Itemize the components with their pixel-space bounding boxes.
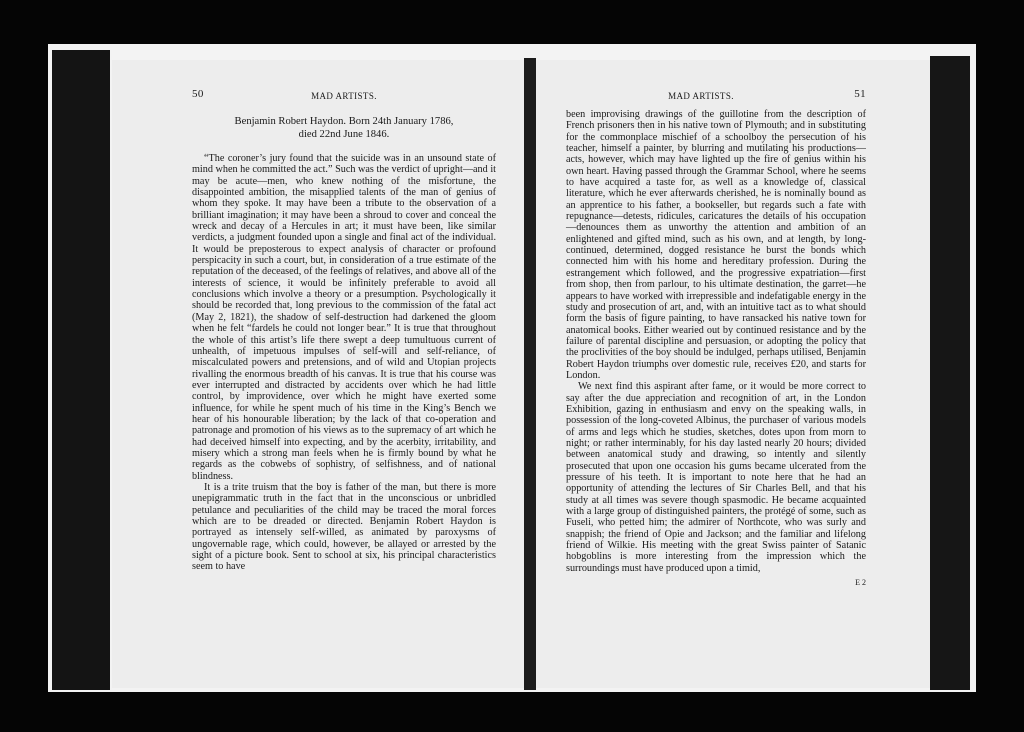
right-page xyxy=(536,60,930,688)
title-line-2: died 22nd June 1846. xyxy=(298,129,390,140)
right-paragraph-1: been improvising drawings of the guillotine from the description of French prisoners then in his native town of Plymouth; and in substituting for the commonplace mischief of a schoolboy the persecution of his teacher, himself a painter, by blurring and mutilating his productions—acts, however, which may have lighted up the fire of genius within his own heart. Having passed through the Grammar School, where he seems to have acquired a taste for, as well as a knowledge of, classical literature, which he ever afterwards cherished, he is nominally bound as an apprentice to his father, a bookseller, but regards such a fate with repugnance—detests, ridicules, caricatures the details of his occupation—denounces them as unworthy the attention and ambition of an enlightened and gifted mind, such as his own, and at length, by long-continued, determined, dogged resistance he burst the bonds which connected him with his home and hereditary profession. During the estrangement which followed, and the progressive expatriation—first from shop, then from parlour, to his ultimate destination, the garret—he appears to have worked with irrepressible and indefatigable energy in the study and prosecution of art, and, with an intuitive tact as to what should form the basis of figure painting, to have ransacked his native town for anatomical books. Either wearied out by continued resistance and by the failure of parental discipline and persuasion, or adopting the policy that the proclivities of the boy should be indulged, perhaps utilised, Benjamin Robert Haydon triumphs over domestic rule, receives £20, and starts for London. xyxy=(566,109,866,381)
right-shadow-band xyxy=(930,56,970,690)
right-running-head: MAD ARTISTS. xyxy=(668,91,734,101)
left-shadow-band xyxy=(52,50,110,690)
left-paragraph-1: “The coroner’s jury found that the suicide was in an unsound state of mind when he committed the act.” Such was the verdict of upright—and it may be acute—men, who knew nothing of the misfortune, the disappointed ambition, the misapplied talents of the man of genius of whom they spoke. It may have been a tribute to the observation of a brilliant imagination; it may have been a shroud to cover and conceal the wreck and decay of a Hercules in art; it must have been, like similar verdicts, a judgment founded upon a single and final act of the individual. It would be preposterous to expect analysis of character or profound perspicacity in such a court, but, in consideration of a true estimate of the reputation of the deceased, of the feelings of relatives, and above all of the interests of science, it would be infinitely preferable to avoid all conclusions which involve a theory or a presumption. Psychologically it should be recorded that, long previous to the commission of the fatal act (May 2, 1821), the shadow of self-destruction had darkened the gloom when he felt “fardels he could not longer bear.” It is true that throughout the whole of this artist’s life there swept a deep tumultuous current of unhealth, of impetuous impulses of self-will and self-reliance, of miscalculated powers and pretensions, and of wild and Utopian projects rivalling the enormous breadth of his canvas. It is true that his course was ever interrupted and distracted by accidents over which he had little control, by improvidence, over which he might have exerted some influence, for while he spent much of his time in the King’s Bench we hear of his honourable liberation; by the lack of that co-operation and patronage and promotion of his views as to the supremacy of art which he had deceived himself into expecting, and by the acerbity, irritability, and misery which a strong man feels when he is firmly bound by what he regards as the cobwebs of sophistry, of selfishness, and of national blindness. xyxy=(192,153,496,482)
left-page xyxy=(112,60,524,688)
book-gutter xyxy=(524,58,536,690)
right-paragraph-2: We next find this aspirant after fame, or it would be more correct to say after the due appreciation and recognition of art, in the London Exhibition, gazing in enthusiasm and envy on the speaking walls, in possession of the long-coveted Albinus, the purchaser of various models of arms and legs which he studies, sketches, dotes upon from morn to night; or rather interminably, for his day lasted nearly 20 hours; divided between anatomical study and drawing, so intently and silently prosecuted that upon one occasion his gums became ulcerated from the pressure of his teeth. It is important to note here that he had an opportunity of attending the lectures of Sir Charles Bell, and that his study at all times was severe though spasmodic. He became acquainted with a large group of distinguished painters, the protégé of some, such as Fuseli, who petted him; the admirer of Northcote, who was surly and snappish; the friend of Opie and Jackson; and the familiar and lifelong friend of Wilkie. His meeting with the great Swiss painter of Satanic hobgoblins is more interesting from the impression which the surroundings must have produced upon a timid, xyxy=(566,381,866,574)
title-line-1: Benjamin Robert Haydon. Born 24th January 1786, xyxy=(234,116,454,127)
left-running-head: MAD ARTISTS. xyxy=(311,91,377,101)
right-page-number: 51 xyxy=(854,88,866,100)
signature-mark: E 2 xyxy=(855,578,866,588)
right-page-header xyxy=(566,88,866,109)
left-page-number: 50 xyxy=(192,88,204,100)
chapter-title xyxy=(192,115,496,141)
left-page-header xyxy=(192,88,496,109)
left-paragraph-2: It is a trite truism that the boy is father of the man, but there is more unepigrammatic truth in the fact that in the unconscious or unbridled petulance and peculiarities of the child may be traced the moral forces which are to be dreaded or directed. Benjamin Robert Haydon is portrayed as intensely self-willed, as animated by paroxysms of ungovernable rage, which could, however, be allayed or arrested by the sight of a picture book. Sent to school at six, his principal characteristics seem to have xyxy=(192,481,496,573)
